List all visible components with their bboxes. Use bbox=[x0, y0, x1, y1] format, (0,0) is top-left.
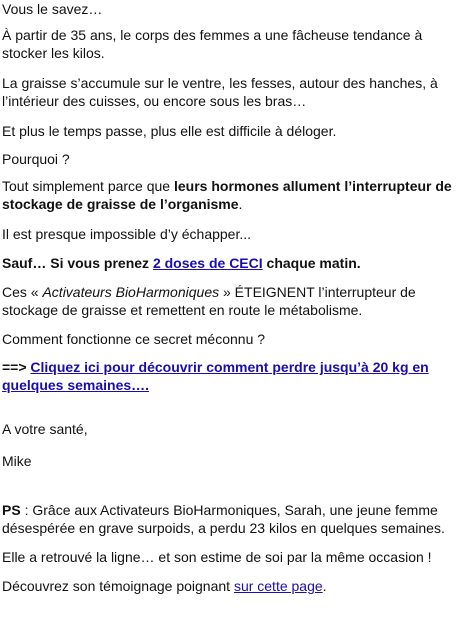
hormones-bold-text: leurs hormones allument l’interrupteur de stockage de graisse de l’organisme bbox=[2, 178, 452, 212]
activators-text-end: » ÉTEIGNENT l’interrupteur de stockage de graisse et remettent en route le métabolisme. bbox=[2, 284, 416, 318]
paragraph-fat-zones: La graisse s’accumule sur le ventre, les fesses, autour des hanches, à l’intérieur des cuisses, ou encore sous les bras… bbox=[2, 75, 438, 109]
doses-link[interactable]: 2 doses de CECI bbox=[152, 255, 263, 271]
intro-text: Vous le savez… bbox=[2, 1, 103, 17]
paragraph-how: Comment fonctionne ce secret méconnu ? bbox=[2, 331, 266, 347]
testimony-text-start: Découvrez son témoignage poignant bbox=[2, 578, 234, 594]
unless-text-end: chaque matin. bbox=[262, 255, 361, 271]
activators-text-start: Ces « bbox=[2, 284, 43, 300]
paragraph-ps bbox=[2, 501, 468, 537]
paragraph-cta bbox=[2, 358, 468, 394]
ps-label: PS bbox=[2, 502, 21, 518]
paragraph-age: À partir de 35 ans, le corps des femmes a une fâcheuse tendance à stocker les kilos. bbox=[2, 27, 423, 61]
activators-italic-text: Activateurs BioHarmoniques bbox=[42, 284, 220, 300]
unless-text-start: Sauf… Si vous prenez bbox=[2, 255, 153, 271]
paragraph-testimony bbox=[2, 577, 468, 595]
paragraph-result: Elle a retrouvé la ligne… et son estime de soi par la même occasion ! bbox=[2, 549, 432, 565]
paragraph-time: Et plus le temps passe, plus elle est difficile à déloger. bbox=[2, 123, 337, 139]
cta-link[interactable]: Cliquez ici pour découvrir comment perdre jusqu’à 20 kg en quelques semaines…. bbox=[2, 359, 429, 393]
paragraph-why: Pourquoi ? bbox=[2, 151, 70, 167]
cta-arrow: ==> bbox=[2, 359, 31, 375]
paragraph-unless bbox=[2, 254, 468, 272]
paragraph-activators bbox=[2, 283, 468, 319]
signature-text: Mike bbox=[2, 453, 32, 469]
testimony-link[interactable]: sur cette page bbox=[233, 578, 323, 594]
paragraph-hormones bbox=[2, 177, 468, 213]
hormones-text-start: Tout simplement parce que bbox=[2, 178, 174, 194]
testimony-text-end: . bbox=[322, 578, 327, 594]
closing-text: A votre santé, bbox=[2, 421, 88, 437]
ps-text: : Grâce aux Activateurs BioHarmoniques, Sarah, une jeune femme désespérée en grave surpoids, a perdu 23 kilos en quelques semaines. bbox=[2, 502, 445, 536]
paragraph-impossible: Il est presque impossible d’y échapper... bbox=[2, 226, 252, 242]
hormones-text-end: . bbox=[238, 196, 243, 212]
